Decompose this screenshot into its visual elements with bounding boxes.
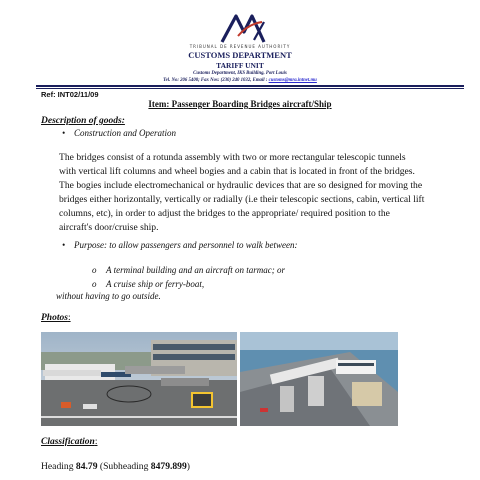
sub-marker: o: [92, 265, 97, 275]
heading-prefix: Heading: [41, 461, 76, 472]
body-line: with vertical lift columns and wheel bogies and a cabin that is located in front of the bridges.: [59, 166, 415, 177]
contact-line: [0, 78, 480, 83]
body-line: The bridges consist of a rotunda assembly with two or more rectangular telescopic tunnels: [59, 152, 406, 163]
airport-bridge-photo: [41, 332, 237, 426]
email-link[interactable]: customs@mra.intnet.mu: [268, 78, 317, 83]
sub-marker: o: [92, 279, 97, 289]
header-rule-thin: [36, 88, 464, 89]
agency-caption: TRIBUNAL DE REVENUE AUTHORITY: [189, 44, 291, 49]
photos-heading-text: Photos: [41, 313, 68, 323]
photos-heading: [41, 313, 71, 323]
contact-text: Tel. No: 206 5400; Fax Nos: (230) 240 1032, Email :: [163, 78, 269, 83]
ship-bridge-photo: [240, 332, 398, 426]
classification-colon: :: [94, 437, 98, 447]
sub-item-ship: A cruise ship or ferry-boat,: [106, 279, 205, 289]
classification-heading: [41, 437, 97, 447]
reference-number: Ref: INT02/11/09: [41, 90, 99, 99]
heading-value: 84.79: [75, 461, 98, 472]
subheading-value: 8479.899: [150, 461, 187, 472]
description-heading: Description of goods:: [41, 116, 125, 126]
classification-heading-text: Classification: [41, 437, 95, 447]
body-line: The bogies include electromechanical or hydraulic devices that are so designed for moving the: [59, 180, 423, 191]
unit-title: TARIFF UNIT: [216, 61, 264, 70]
body-line: bridges either horizontally, vertically or radially (i.e their telescopic sections, cabin, vertical lift: [59, 194, 425, 205]
mra-logo: [218, 10, 270, 46]
bullet-icon: •: [62, 128, 66, 138]
bullet-icon: •: [62, 240, 66, 250]
sub-item-terminal: A terminal building and an aircraft on tarmac; or: [106, 265, 285, 275]
department-title: CUSTOMS DEPARTMENT: [188, 50, 292, 60]
subheading-suffix: ): [186, 461, 190, 472]
bullet-purpose: Purpose: to allow passengers and personnel to walk between:: [74, 240, 298, 250]
body-line: columns, etc), in order to adjust the bridges to the appropriate/ required position to the: [59, 208, 390, 219]
bullet-construction: Construction and Operation: [74, 128, 177, 138]
body-line: aircraft's door/cruise ship.: [59, 222, 159, 233]
address-line: Customs Department, IKS Building, Port Louis: [193, 71, 287, 76]
without-line: without having to go outside.: [56, 291, 161, 301]
subheading-prefix: (Subheading: [97, 461, 151, 472]
photos-colon: :: [67, 313, 71, 323]
item-title: Item: Passenger Boarding Bridges aircraft/Ship: [148, 99, 332, 109]
heading-line: [41, 461, 190, 472]
header-rule: [36, 85, 464, 87]
